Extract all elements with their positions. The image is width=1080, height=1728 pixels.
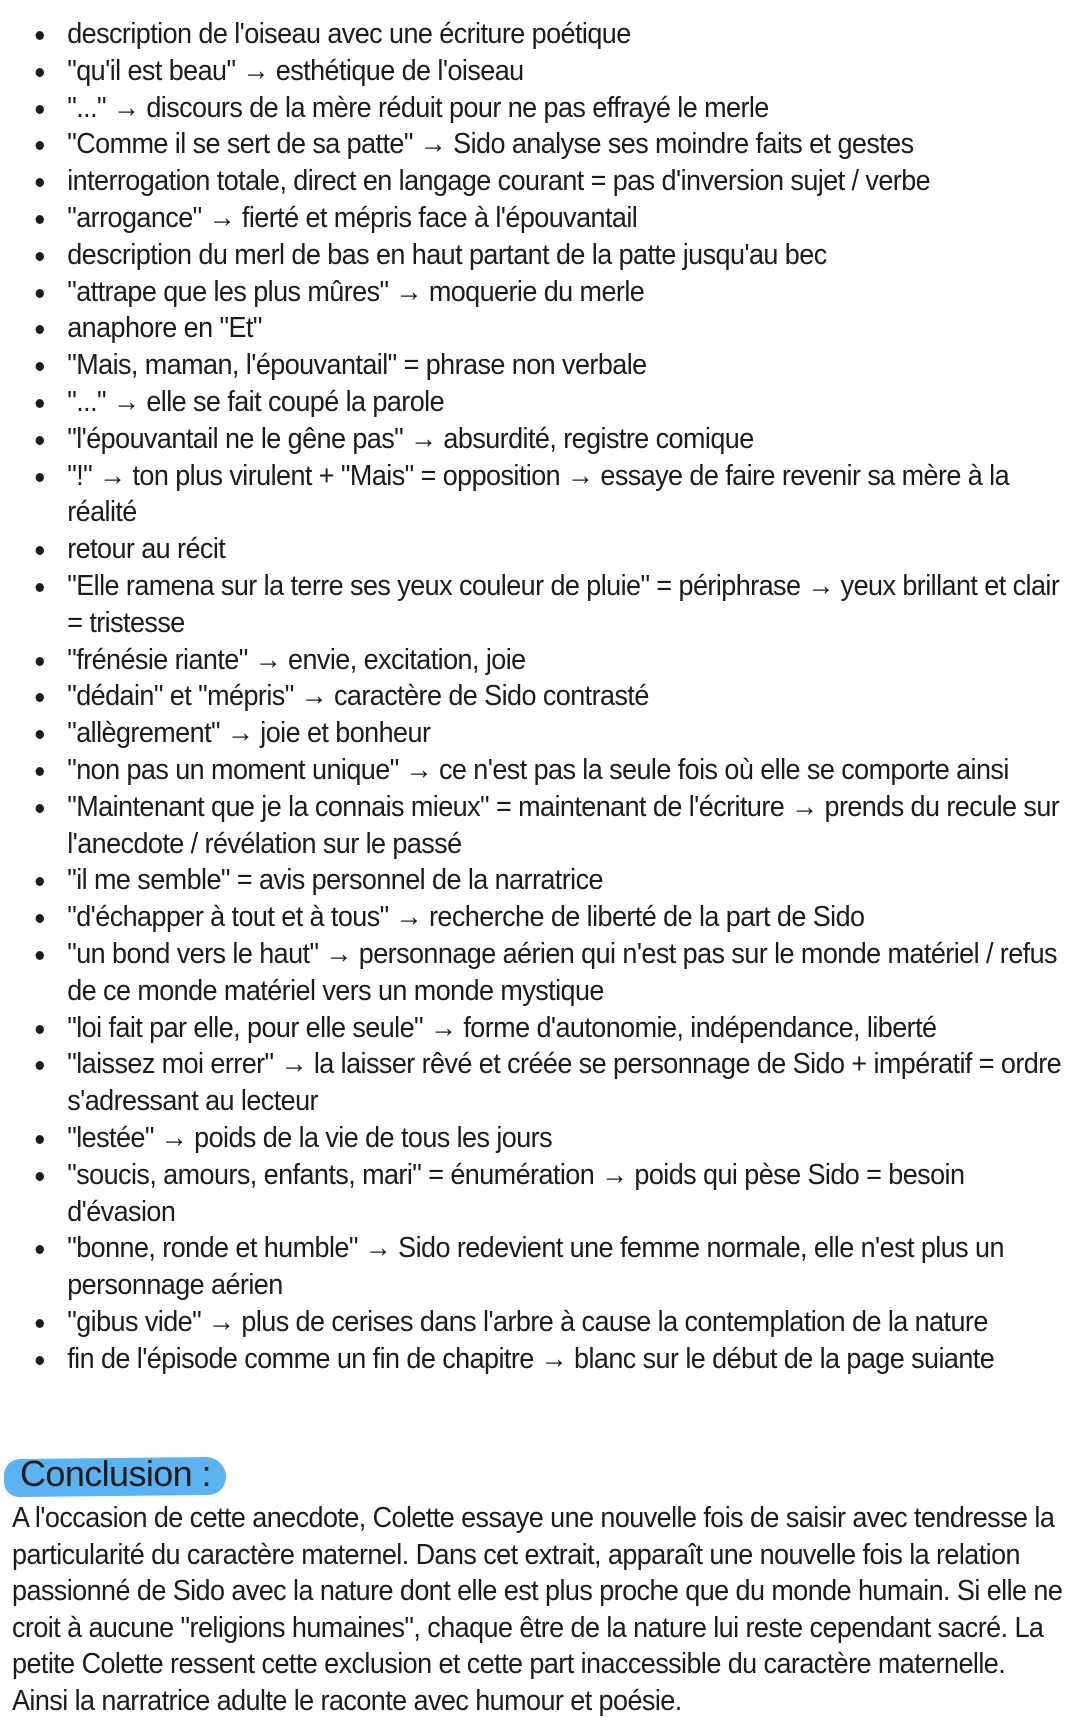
list-item: fin de l'épisode comme un fin de chapitre → blanc sur le début de la page suiante bbox=[30, 1341, 1072, 1378]
list-item: "il me semble" = avis personnel de la narratrice bbox=[30, 862, 1072, 899]
list-item: anaphore en "Et" bbox=[30, 310, 1072, 347]
list-item: "Maintenant que je la connais mieux" = maintenant de l'écriture → prends du recule sur l'anecdote / révélation sur le passé bbox=[30, 789, 1072, 863]
list-item: "dédain" et "mépris" → caractère de Sido contrasté bbox=[30, 678, 1072, 715]
list-item: "gibus vide" → plus de cerises dans l'arbre à cause la contemplation de la nature bbox=[30, 1304, 1072, 1341]
list-item: "d'échapper à tout et à tous" → recherche de liberté de la part de Sido bbox=[30, 899, 1072, 936]
list-item: "l'épouvantail ne le gêne pas" → absurdité, registre comique bbox=[30, 421, 1072, 458]
list-item: "Mais, maman, l'épouvantail" = phrase non verbale bbox=[30, 347, 1072, 384]
list-item: interrogation totale, direct en langage courant = pas d'inversion sujet / verbe bbox=[30, 163, 1072, 200]
list-item: "!" → ton plus virulent + "Mais" = opposition → essaye de faire revenir sa mère à la réalité bbox=[30, 458, 1072, 532]
list-item: "lestée" → poids de la vie de tous les jours bbox=[30, 1120, 1072, 1157]
list-item: "..." → elle se fait coupé la parole bbox=[30, 384, 1072, 421]
list-item: "soucis, amours, enfants, mari" = énumération → poids qui pèse Sido = besoin d'évasion bbox=[30, 1157, 1072, 1231]
conclusion-paragraph: A l'occasion de cette anecdote, Colette essaye une nouvelle fois de saisir avec tendresse la particularité du caractère maternel. Dans cet extrait, apparaît une nouvelle fois la relation passionné de Sido avec la nature dont elle est plus proche que du monde humain. Si elle ne croit à aucune "religions humaines", chaque être de la nature lui reste cependant sacré. La petite Colette ressent cette exclusion et cette part inaccessible du caractère maternelle. Ainsi la narratrice adulte le raconte avec humour et poésie. bbox=[12, 1502, 1063, 1717]
list-item: "frénésie riante" → envie, excitation, joie bbox=[30, 642, 1072, 679]
analysis-bullet-list bbox=[30, 16, 1060, 1377]
list-item: retour au récit bbox=[30, 531, 1072, 568]
list-item: "Comme il se sert de sa patte" → Sido analyse ses moindre faits et gestes bbox=[30, 126, 1072, 163]
list-item: description du merl de bas en haut partant de la patte jusqu'au bec bbox=[30, 237, 1072, 274]
list-item: "laissez moi errer" → la laisser rêvé et créée se personnage de Sido + impératif = ordre s'adressant au lecteur bbox=[30, 1046, 1072, 1120]
list-item: "attrape que les plus mûres" → moquerie du merle bbox=[30, 274, 1072, 311]
conclusion-heading: Conclusion : bbox=[20, 1453, 211, 1494]
list-item: "bonne, ronde et humble" → Sido redevient une femme normale, elle n'est plus un personnage aérien bbox=[30, 1230, 1072, 1304]
list-item: "loi fait par elle, pour elle seule" → forme d'autonomie, indépendance, liberté bbox=[30, 1010, 1072, 1047]
list-item: "un bond vers le haut" → personnage aérien qui n'est pas sur le monde matériel / refus de ce monde matériel vers un monde mystique bbox=[30, 936, 1072, 1010]
list-item: description de l'oiseau avec une écriture poétique bbox=[30, 16, 1072, 53]
list-item: "arrogance" → fierté et mépris face à l'épouvantail bbox=[30, 200, 1072, 237]
list-item: "qu'il est beau" → esthétique de l'oiseau bbox=[30, 53, 1072, 90]
list-item: "non pas un moment unique" → ce n'est pas la seule fois où elle se comporte ainsi bbox=[30, 752, 1072, 789]
list-item: "..." → discours de la mère réduit pour ne pas effrayé le merle bbox=[30, 90, 1072, 127]
list-item: "Elle ramena sur la terre ses yeux couleur de pluie" = périphrase → yeux brillant et clair = tristesse bbox=[30, 568, 1072, 642]
list-item: "allègrement" → joie et bonheur bbox=[30, 715, 1072, 752]
